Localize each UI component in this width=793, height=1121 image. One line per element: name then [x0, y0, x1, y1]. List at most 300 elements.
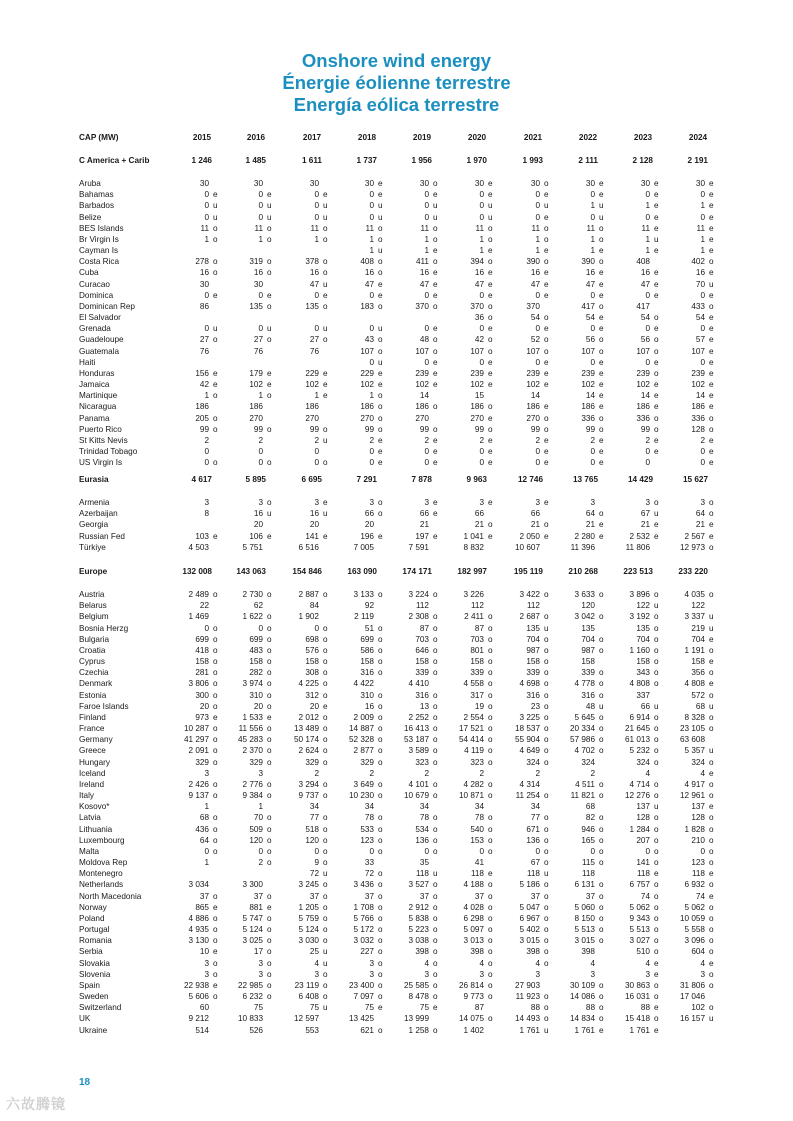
cell-value: 553 — [305, 1025, 319, 1035]
cell-value: 3 — [424, 969, 429, 979]
table-row — [0, 980, 793, 991]
cell-value: 0 — [535, 201, 540, 211]
cell-value: 7 097 — [353, 992, 374, 1002]
cell-flag: o — [709, 542, 714, 552]
cell-value: 5 645 — [574, 712, 595, 722]
cell-value: 3 133 — [353, 590, 374, 599]
cell-value: 78 — [474, 813, 484, 823]
cell-value: 20 — [253, 701, 263, 711]
cell-value: 2 — [479, 768, 484, 778]
cell-value: 16 — [364, 268, 374, 278]
cell-value: 801 — [470, 645, 484, 655]
cell-value: 158 — [526, 657, 540, 667]
cell-value: 704 — [581, 634, 595, 644]
cell-value: 41 297 — [183, 735, 209, 745]
cell-flag: o — [323, 880, 328, 890]
cell-value: 54 — [585, 313, 595, 323]
cell-flag: e — [488, 324, 493, 334]
cell-value: 7 591 — [408, 542, 429, 552]
cell-value: 20 334 — [569, 724, 595, 734]
cell-value: 136 — [526, 835, 540, 845]
cell-value: 87 — [419, 623, 429, 633]
table-row — [0, 835, 793, 846]
cell-value: 165 — [581, 835, 595, 845]
cell-value: 17 046 — [679, 992, 705, 1002]
cell-value: 2 012 — [298, 712, 319, 722]
cell-flag: e — [378, 380, 383, 390]
cell-flag: o — [267, 612, 272, 622]
cell-flag: o — [267, 746, 272, 756]
cell-flag: o — [267, 424, 272, 434]
cell-value: 18 537 — [514, 724, 540, 734]
cell-value: 19 — [474, 701, 484, 711]
cell-flag: o — [488, 223, 493, 233]
table-row — [0, 256, 793, 267]
cell-flag: o — [544, 313, 549, 323]
cell-value: 9 343 — [629, 913, 650, 923]
country-name: Austria — [79, 590, 105, 599]
cell-value: 4 119 — [464, 746, 484, 756]
cell-value: 30 — [199, 279, 209, 289]
cell-value: 47 — [640, 279, 650, 289]
cell-value: 64 — [695, 509, 705, 519]
cell-value: 239 — [415, 368, 429, 378]
cell-value: 572 — [691, 690, 705, 700]
cell-flag: o — [544, 335, 549, 345]
cell-value: 76 — [309, 346, 319, 356]
cell-flag: o — [378, 969, 383, 979]
cell-flag: o — [654, 757, 659, 767]
cell-flag: o — [599, 858, 604, 868]
cell-flag: o — [213, 791, 218, 801]
cell-value: 16 — [585, 268, 595, 278]
cell-flag: o — [488, 992, 493, 1002]
cell-flag: o — [323, 645, 328, 655]
cell-value: 37 — [530, 891, 540, 901]
cell-value: 4 — [479, 958, 484, 968]
cell-value: 586 — [360, 645, 374, 655]
cell-value: 210 268 — [568, 567, 598, 576]
title-french: Énergie éolienne terrestre — [282, 72, 511, 93]
cell-flag: u — [378, 357, 383, 367]
cell-flag: o — [544, 520, 549, 530]
cell-flag: o — [267, 657, 272, 667]
cell-value: 31 806 — [679, 980, 705, 990]
cell-value: 0 — [645, 290, 650, 300]
cell-flag: o — [213, 424, 218, 434]
cell-flag: o — [709, 858, 714, 868]
cell-value: 336 — [636, 413, 650, 423]
cell-flag: e — [267, 712, 272, 722]
cell-flag: u — [267, 201, 272, 211]
table-row — [0, 879, 793, 890]
cell-flag: e — [433, 498, 438, 507]
cell-value: 5 751 — [242, 542, 263, 552]
cell-flag: o — [267, 257, 272, 267]
table-row — [0, 497, 793, 508]
country-name: St Kitts Nevis — [79, 435, 128, 445]
cell-flag: o — [488, 724, 493, 734]
cell-flag: o — [488, 402, 493, 412]
cell-value: 1 160 — [629, 645, 650, 655]
cell-value: 6 408 — [298, 992, 319, 1002]
cell-value: 5 747 — [242, 913, 263, 923]
cell-value: 37 — [309, 891, 319, 901]
cell-flag: o — [709, 779, 714, 789]
cell-value: 57 986 — [569, 735, 595, 745]
cell-value: 2 — [369, 435, 374, 445]
cell-flag: o — [267, 679, 272, 689]
cell-value: 239 — [470, 368, 484, 378]
cell-flag: o — [323, 969, 328, 979]
cell-value: 118 — [470, 869, 484, 879]
cell-value: 135 — [305, 301, 319, 311]
cell-value: 408 — [360, 257, 374, 267]
cell-value: 3 — [314, 498, 319, 507]
cell-value: 163 090 — [347, 567, 377, 576]
cell-flag: o — [267, 645, 272, 655]
cell-value: 67 — [530, 858, 540, 868]
cell-value: 1 — [369, 234, 374, 244]
cell-value: 3 — [590, 498, 595, 507]
cell-flag: u — [267, 212, 272, 222]
country-name: US Virgin Is — [79, 458, 123, 468]
country-name: Italy — [79, 791, 95, 801]
cell-flag: o — [267, 925, 272, 935]
cell-flag: o — [378, 791, 383, 801]
cell-value: 158 — [470, 657, 484, 667]
cell-flag: e — [213, 947, 218, 957]
cell-flag: o — [433, 880, 438, 890]
cell-value: 12 746 — [517, 475, 543, 484]
cell-value: 158 — [360, 657, 374, 667]
cell-value: 207 — [636, 835, 650, 845]
country-name: Slovakia — [79, 958, 110, 968]
cell-value: 239 — [581, 368, 595, 378]
cell-value: 576 — [305, 645, 319, 655]
cell-value: 0 — [535, 458, 540, 468]
cell-value: 99 — [419, 424, 429, 434]
table-row — [0, 935, 793, 946]
country-name: Lithuania — [79, 824, 113, 834]
cell-flag: o — [378, 936, 383, 946]
table-row — [0, 723, 793, 734]
cell-value: 14 429 — [627, 475, 653, 484]
cell-flag: e — [709, 391, 714, 401]
cell-value: 0 — [479, 324, 484, 334]
cell-flag: e — [709, 435, 714, 445]
cell-value: 1 — [314, 234, 319, 244]
cell-flag: o — [323, 779, 328, 789]
cell-flag: o — [488, 913, 493, 923]
cell-flag: e — [488, 531, 493, 541]
cell-flag: o — [709, 301, 714, 311]
cell-flag: o — [654, 735, 659, 745]
cell-flag: o — [599, 634, 604, 644]
cell-value: 23 400 — [348, 980, 374, 990]
cell-value: 99 — [364, 424, 374, 434]
cell-flag: u — [709, 279, 714, 289]
cell-value: 16 — [253, 509, 263, 519]
cell-value: 1 — [204, 391, 209, 401]
cell-flag: o — [378, 268, 383, 278]
cell-value: 0 — [535, 846, 540, 856]
cell-flag: o — [378, 835, 383, 845]
cell-flag: o — [323, 234, 328, 244]
cell-value: 3 633 — [574, 590, 595, 599]
cell-flag: o — [213, 724, 218, 734]
cell-flag: o — [599, 735, 604, 745]
cell-value: 1 — [424, 246, 429, 256]
cell-flag: o — [654, 835, 659, 845]
cell-flag: o — [378, 1025, 383, 1035]
cell-flag: e — [709, 380, 714, 390]
cell-flag: e — [544, 402, 549, 412]
cell-value: 0 — [314, 846, 319, 856]
cell-value: 21 — [419, 520, 429, 530]
cell-value: 0 — [369, 324, 374, 334]
country-name: Azerbaijan — [79, 509, 118, 519]
cell-value: 63 608 — [679, 735, 705, 745]
cell-flag: o — [599, 346, 604, 356]
cell-value: 195 119 — [513, 567, 543, 576]
cell-value: 68 — [695, 701, 705, 711]
cell-flag: o — [488, 612, 493, 622]
cell-flag: o — [378, 645, 383, 655]
cell-value: 141 — [636, 858, 650, 868]
cell-value: 74 — [695, 891, 705, 901]
cell-value: 223 513 — [623, 567, 653, 576]
cell-value: 2 — [258, 435, 263, 445]
cell-flag: o — [323, 679, 328, 689]
cell-flag: o — [267, 701, 272, 711]
cell-value: 186 — [636, 402, 650, 412]
cell-value: 324 — [581, 757, 595, 767]
cell-flag: o — [654, 634, 659, 644]
cell-flag: o — [433, 634, 438, 644]
cell-flag: o — [378, 623, 383, 633]
cell-value: 0 — [258, 447, 263, 457]
cell-flag: u — [599, 201, 604, 211]
cell-flag: o — [654, 623, 659, 633]
cell-value: 3 — [204, 498, 209, 507]
cell-value: 34 — [419, 802, 429, 812]
cell-flag: e — [654, 520, 659, 530]
cell-flag: e — [709, 223, 714, 233]
cell-flag: e — [323, 391, 328, 401]
cell-value: 339 — [526, 668, 540, 678]
cell-flag: o — [378, 958, 383, 968]
cell-flag: o — [433, 657, 438, 667]
cell-value: 156 — [195, 368, 209, 378]
cell-flag: o — [599, 925, 604, 935]
cell-value: 66 — [640, 701, 650, 711]
cell-value: 153 — [470, 835, 484, 845]
cell-value: 102 — [636, 380, 650, 390]
cell-flag: u — [267, 324, 272, 334]
cell-flag: o — [213, 925, 218, 935]
cell-flag: e — [544, 447, 549, 457]
cell-value: 8 478 — [408, 992, 429, 1002]
country-name: Estonia — [79, 690, 107, 700]
cell-value: 132 008 — [182, 567, 212, 576]
cell-value: 112 — [526, 601, 540, 611]
cell-value: 329 — [249, 757, 263, 767]
cell-flag: o — [544, 891, 549, 901]
cell-value: 987 — [526, 645, 540, 655]
cell-flag: o — [378, 779, 383, 789]
cell-value: 25 — [309, 947, 319, 957]
cell-value: 2 532 — [629, 531, 650, 541]
cell-value: 11 254 — [515, 791, 540, 801]
cell-flag: u — [323, 958, 328, 968]
cell-flag: o — [599, 1003, 604, 1013]
cell-value: 2 — [204, 435, 209, 445]
cell-flag: o — [323, 301, 328, 311]
cell-flag: o — [323, 913, 328, 923]
cell-value: 210 — [691, 835, 705, 845]
cell-flag: e — [654, 958, 659, 968]
cell-value: 4 — [700, 768, 705, 778]
cell-flag: o — [488, 735, 493, 745]
cell-value: 154 846 — [292, 567, 322, 576]
table-row — [0, 1002, 793, 1013]
cell-flag: o — [433, 958, 438, 968]
cell-flag: o — [433, 335, 438, 345]
cell-value: 30 — [364, 179, 374, 188]
cell-flag: e — [599, 402, 604, 412]
cell-value: 11 — [696, 223, 705, 233]
cell-value: 27 — [309, 335, 319, 345]
table-row — [0, 446, 793, 457]
cell-value: 3 — [314, 969, 319, 979]
cell-value: 0 — [700, 447, 705, 457]
cell-value: 0 — [204, 458, 209, 468]
cell-value: 11 396 — [570, 542, 595, 552]
cell-value: 5 172 — [353, 925, 374, 935]
cell-flag: u — [654, 701, 659, 711]
cell-flag: o — [544, 757, 549, 767]
cell-value: 1 737 — [356, 156, 377, 165]
cell-flag: o — [213, 735, 218, 745]
cell-flag: o — [267, 846, 272, 856]
table-row — [0, 519, 793, 530]
table-row — [0, 1025, 793, 1036]
table-row — [0, 913, 793, 924]
cell-value: 5 513 — [629, 925, 650, 935]
cell-flag: o — [323, 724, 328, 734]
cell-value: 0 — [535, 357, 540, 367]
cell-value: 324 — [636, 757, 650, 767]
table-row — [0, 508, 793, 519]
cell-flag: e — [654, 357, 659, 367]
cell-flag: o — [323, 891, 328, 901]
cell-value: 3 337 — [684, 612, 705, 622]
cell-value: 12 276 — [624, 791, 650, 801]
cell-flag: e — [323, 531, 328, 541]
cell-value: 35 — [419, 858, 429, 868]
cell-flag: o — [267, 301, 272, 311]
cell-flag: e — [433, 324, 438, 334]
cell-value: 0 — [590, 458, 595, 468]
country-name: Hungary — [79, 757, 110, 767]
table-row — [0, 457, 793, 468]
cell-value: 2 009 — [353, 712, 374, 722]
cell-flag: o — [267, 936, 272, 946]
cell-value: 1 — [645, 234, 650, 244]
cell-flag: e — [654, 201, 659, 211]
cell-flag: e — [323, 290, 328, 300]
cell-flag: e — [709, 268, 714, 278]
cell-value: 99 — [585, 424, 595, 434]
cell-value: 11 — [254, 223, 263, 233]
cell-flag: o — [544, 645, 549, 655]
cell-value: 1 469 — [188, 612, 209, 622]
cell-flag: e — [488, 357, 493, 367]
country-name: Finland — [79, 712, 106, 722]
cell-flag: e — [323, 701, 328, 711]
cell-value: 1 761 — [629, 1025, 650, 1035]
cell-flag: o — [488, 835, 493, 845]
cell-value: 0 — [645, 458, 650, 468]
cell-flag: u — [709, 746, 714, 756]
cell-value: 5 402 — [519, 925, 540, 935]
cell-flag: o — [654, 891, 659, 901]
country-name: Costa Rica — [79, 257, 120, 267]
cell-value: 2 — [479, 435, 484, 445]
cell-flag: e — [709, 324, 714, 334]
cell-flag: o — [488, 757, 493, 767]
cell-flag: e — [433, 1003, 438, 1013]
cell-flag: o — [323, 690, 328, 700]
cell-flag: o — [433, 992, 438, 1002]
cell-value: 310 — [249, 690, 263, 700]
cell-flag: o — [378, 509, 383, 519]
cell-value: 2 252 — [408, 712, 429, 722]
cell-value: 2 — [535, 768, 540, 778]
cell-value: 11 — [420, 223, 429, 233]
cell-value: 179 — [249, 368, 263, 378]
cell-value: 1 622 — [242, 612, 263, 622]
cell-value: 5 060 — [574, 902, 595, 912]
cell-value: 158 — [415, 657, 429, 667]
cell-flag: o — [488, 936, 493, 946]
cell-flag: e — [654, 268, 659, 278]
cell-flag: o — [323, 992, 328, 1002]
cell-flag: o — [544, 936, 549, 946]
cell-value: 3 — [590, 969, 595, 979]
cell-value: 106 — [249, 531, 263, 541]
cell-value: 239 — [691, 368, 705, 378]
cell-flag: e — [654, 447, 659, 457]
country-name: Jamaica — [79, 380, 110, 390]
cell-value: 0 — [479, 458, 484, 468]
cell-value: 5 759 — [298, 913, 319, 923]
table-row — [0, 346, 793, 357]
cell-value: 1 — [535, 246, 540, 256]
cell-flag: u — [323, 435, 328, 445]
cell-flag: o — [433, 925, 438, 935]
cell-flag: o — [378, 913, 383, 923]
cell-value: 122 — [691, 601, 705, 611]
country-name: Cyprus — [79, 657, 105, 667]
cell-value: 16 — [695, 268, 705, 278]
cell-value: 0 — [204, 190, 209, 200]
cell-value: 3 — [645, 969, 650, 979]
cell-flag: o — [544, 947, 549, 957]
cell-value: 270 — [415, 413, 429, 423]
cell-flag: o — [544, 223, 549, 233]
